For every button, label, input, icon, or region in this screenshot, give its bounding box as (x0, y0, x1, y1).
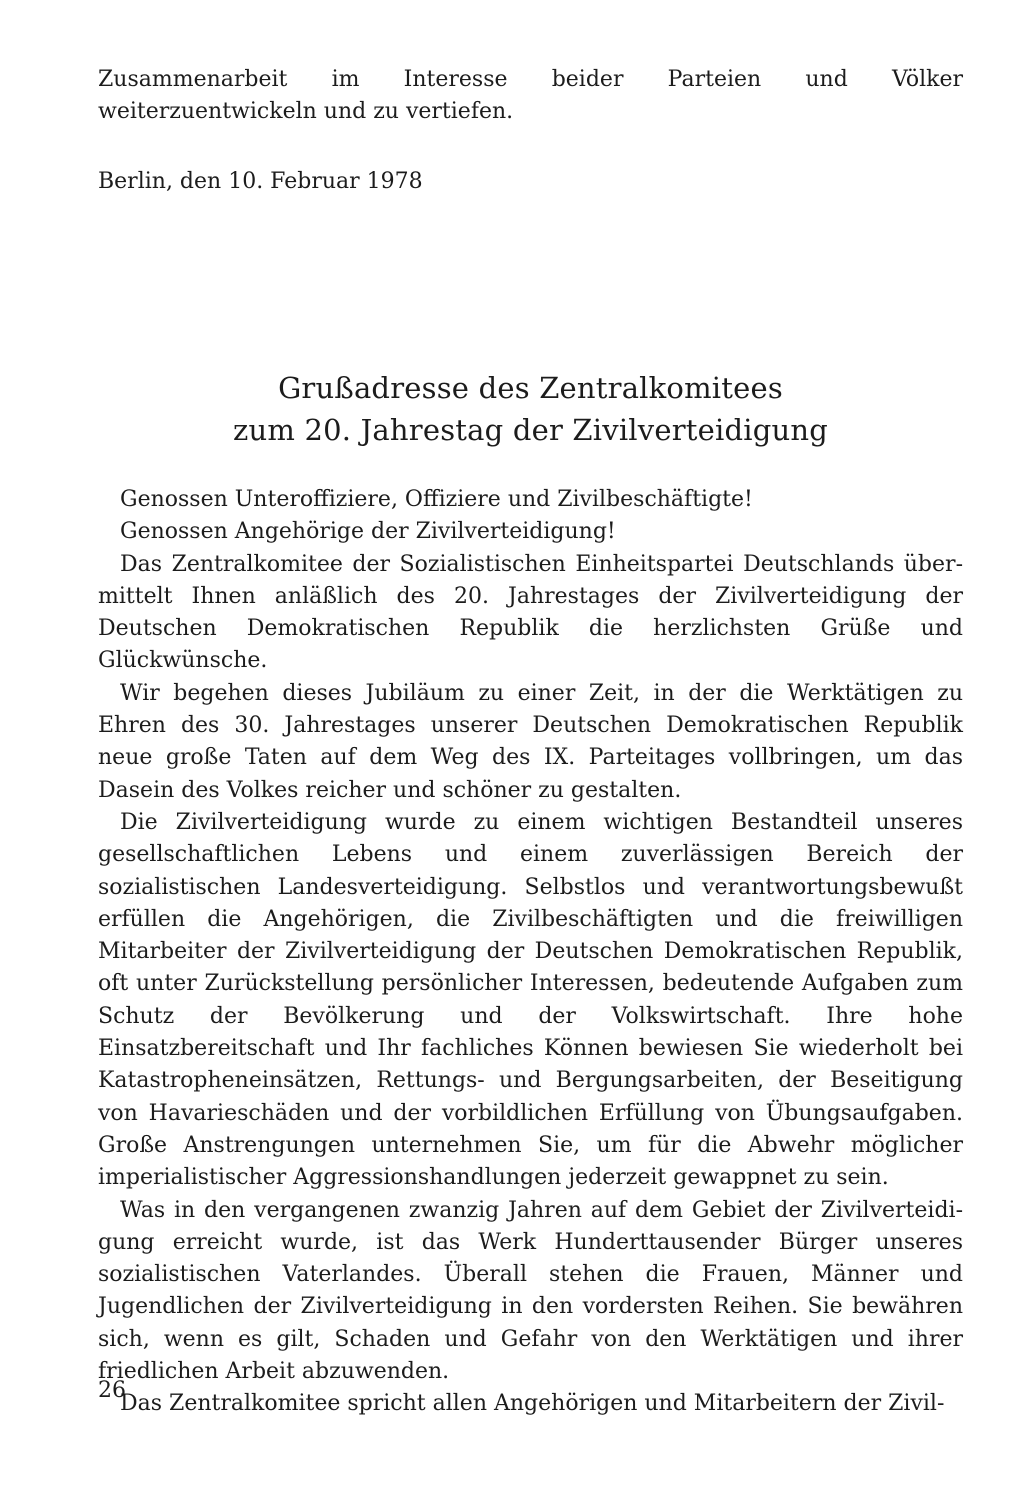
body-paragraph: Was in den vergangenen zwanzig Jahren auf dem Gebiet der Zivilverteidigung erreicht wurde, ist das Werk Hunderttausender Bürger unseres sozialistischen Vaterlandes. Überall stehen die Frauen, Männer und Jugendlichen der Zivilverteidigung in den vordersten Reihen. Sie bewähren sich, wenn es gilt, Schaden und Gefahr von den Werktätigen und ihrer friedlichen Arbeit abzuwenden. (98, 1197, 963, 1385)
body-text (98, 484, 963, 1421)
salutation-line: Genossen Unteroffiziere, Offiziere und Zivilbeschäftigte! (120, 487, 753, 512)
opening-text: Zusammenarbeit im Interesse beider Parteien und Völker weiterzuentwickeln und zu vertiefen. (98, 67, 963, 125)
page-number: 26 (98, 1378, 126, 1403)
heading-line-2: zum 20. Jahrestag der Zivilverteidigung (232, 413, 829, 447)
body-paragraph: Wir begehen dieses Jubiläum zu einer Zeit, in der die Werktätigen zu Ehren des 30. Jahrestages unserer Deutschen Demokratischen Republik neue große Taten auf dem Weg des IX. Parteitages vollbringen, um das Dasein des Volkes reicher und schöner zu gestalten. (98, 680, 963, 803)
body-paragraph: Das Zentralkomitee der Sozialistischen Einheitspartei Deutschlands übermittelt Ihnen anläßlich des 20. Jahrestages der Zivilverteidigung der Deutschen Demokratischen Republik die herzlichsten Grüße und Glückwünsche. (98, 551, 963, 674)
dateline: Berlin, den 10. Februar 1978 (98, 169, 423, 194)
opening-paragraph (98, 64, 963, 129)
body-paragraph: Die Zivilverteidigung wurde zu einem wichtigen Bestandteil unseres gesellschaftlichen Lebens und einem zuverlässigen Bereich der sozialistischen Landesverteidigung. Selbstlos und verantwortungsbewußt erfüllen die Angehörigen, die Zivilbeschäftigten und die freiwilligen Mitarbeiter der Zivilverteidigung der Deutschen Demokratischen Republik, oft unter Zurückstellung persönlicher Interessen, bedeutende Aufgaben zum Schutz der Bevölkerung und der Volkswirtschaft. Ihre hohe Einsatzbereitschaft und Ihr fachliches Können bewiesen Sie wiederholt bei Katastropheneinsätzen, Rettungs- und Bergungsarbeiten, der Beseitigung von Havarieschäden und der vorbildlichen Erfüllung von Übungsaufgaben. Große Anstrengungen unternehmen Sie, um für die Abwehr möglicher imperialistischer Aggressionshandlungen jederzeit gewappnet zu sein. (98, 809, 963, 1191)
salutation-line: Genossen Angehörige der Zivilverteidigung! (120, 519, 616, 545)
heading-line-1: Grußadresse des Zentralkomitees (278, 371, 783, 405)
section-heading (98, 367, 963, 451)
body-paragraph: Das Zentralkomitee spricht allen Angehörigen und Mitarbeitern der Zivil- (120, 1391, 945, 1417)
